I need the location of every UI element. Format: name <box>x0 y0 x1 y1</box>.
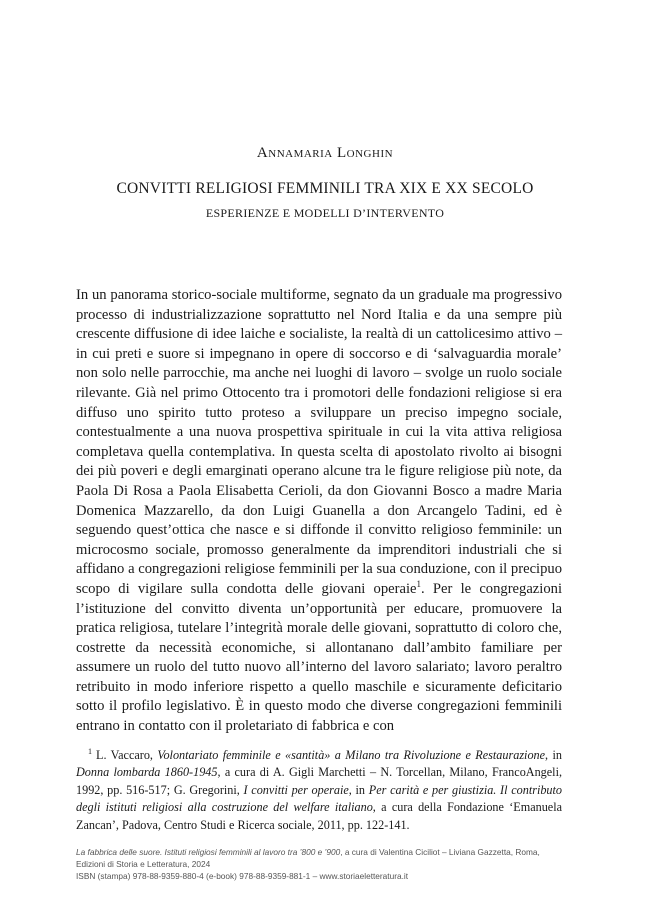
footnote-text: , a cura di A. Gigli Marchetti – N. Torcellan, Milano, FrancoAngeli, 1992, pp. 516-517; G. Gregorini, <box>76 765 562 797</box>
footnote-text: , in <box>545 748 562 762</box>
author-name: Annamaria Longhin <box>256 145 394 161</box>
chapter-title: CONVITTI RELIGIOSI FEMMINILI TRA XIX E XX SECOLO <box>116 180 534 197</box>
body-text-part-1: In un panorama storico-sociale multiforme, segnato da un graduale ma progressivo processo di industrializzazione soprattutto nel Nord Italia e da una sempre più crescente diffusione di idee laiche e socialiste, la realtà di un cattolicesimo attivo – in cui preti e suore si impegnano in opere di soccorso e di ‘salvaguardia morale’ non solo nelle parrocchie, ma anche nei luoghi di lavoro – svolge un ruolo sociale rilevante. Già nel primo Ottocento tra i promotori delle fondazioni religiose si era diffuso uno spirito tutto proteso a sviluppare un preciso impegno sociale, contestualmente a una nuova prospettiva spirituale in cui la vita attiva religiosa completava quella contemplativa. In questa scelta di apostolato rivolto ai bisogni dei più poveri e degli emarginati operano alcune tra le figure religiose più note, da Paola Di Rosa a Paola Elisabetta Cerioli, da don Giovanni Bosco a madre Maria Domenica Mazzarello, da don Luigi Guanella a don Arcangelo Tadini, ed è seguendo quest’ottica che nasce e si diffonde il convitto religioso femminile: un microcosmo sociale, promosso generalmente da imprenditori industriali che si affidano a congregazioni religiose femminili per la sua conduzione, con il precipuo scopo di vigilare sulla condotta delle giovani operaie <box>76 287 562 597</box>
colophon-line-2: Edizioni di Storia e Letteratura, 2024 <box>76 859 211 870</box>
footnote-reference[interactable]: 1 <box>416 579 421 590</box>
footnote-cited-title: Volontariato femminile e «santità» a Milano tra Rivoluzione e Restaurazione <box>157 748 546 762</box>
footnote-text: , in <box>348 782 369 797</box>
body-text-part-2: . Per le congregazioni l’istituzione del convitto diventa un’opportunità per educare, promuovere la pratica religiosa, tutelare l’integrità morale delle giovani, soprattutto di coloro che, costrette da necessità economiche, si allontanano dall’ambito familiare per assumere un ruolo del tutto nuovo all’interno del lavoro salariato; lavoro peraltro retribuito in modo inferiore rispetto a quello maschile e sicuramente deficitario sotto il profilo legislativo. È in questo modo che diverse congregazioni femminili entrano in contatto con il proletariato di fabbrica e con <box>76 580 562 735</box>
colophon-line-1 <box>76 846 562 858</box>
colophon-line-3: ISBN (stampa) 978-88-9359-880-4 (e-book) 978-88-9359-881-1 – www.storiaeletteratura.it <box>76 871 409 882</box>
footnote-cited-title: Per carità e per giustizia. Il contributo degli istituti religiosi alla costruzione del welfare italiano <box>76 782 562 815</box>
footnote-text: , a cura della Fondazione ‘Emanuela Zancan’, Padova, Centro Studi e Ricerca sociale, 2011, pp. 122-141. <box>76 800 563 832</box>
chapter-subtitle: ESPERIENZE E MODELLI D’INTERVENTO <box>205 206 445 220</box>
footnote <box>76 747 562 834</box>
colophon-book-title: La fabbrica delle suore. Istituti religiosi femminili al lavoro tra ’800 e ’900 <box>76 847 341 857</box>
body-paragraph <box>76 286 562 737</box>
footnote-number: 1 <box>88 746 92 756</box>
footnote-cited-title: I convitti per operaie <box>243 782 349 797</box>
footnote-text: L. Vaccaro, <box>96 748 158 762</box>
colophon-editors: , a cura di Valentina Ciciliot – Liviana Gazzetta, Roma, <box>340 847 540 857</box>
colophon <box>76 846 562 883</box>
footnote-cited-title: Donna lombarda 1860-1945 <box>76 765 218 780</box>
